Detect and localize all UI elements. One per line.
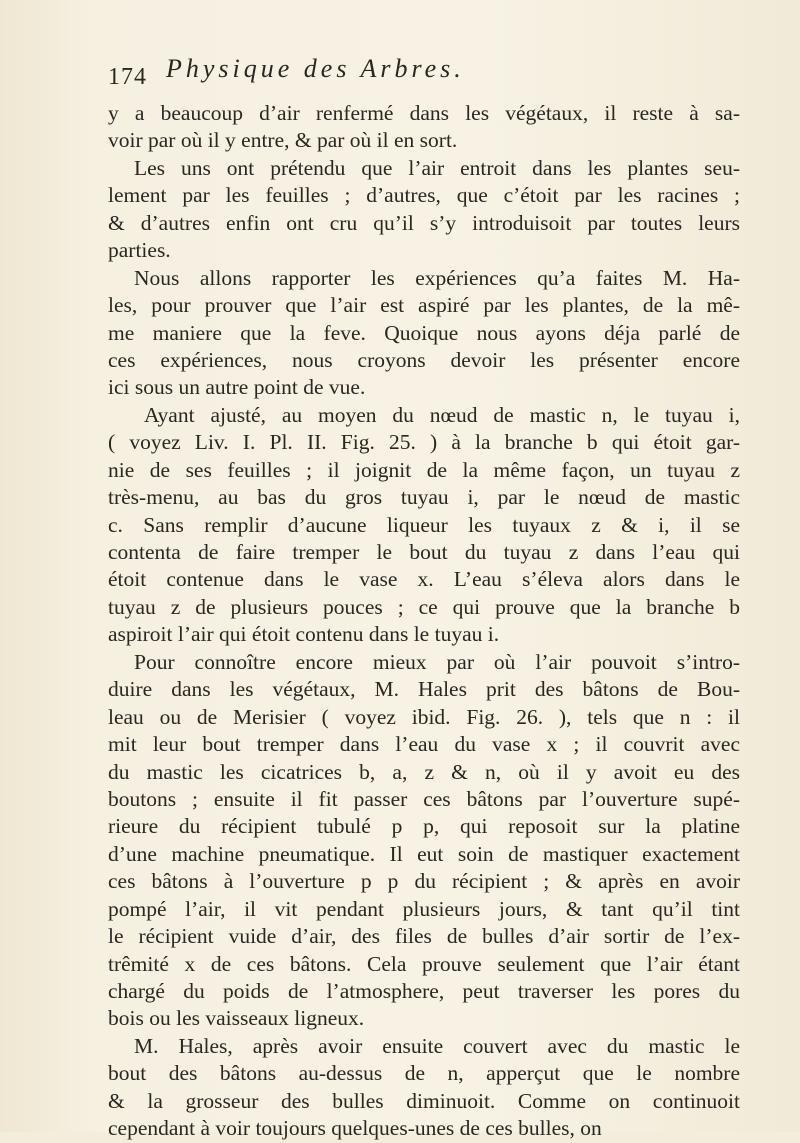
text-line: les, pour prouver que l’air est aspiré par les plantes, de la mê- — [108, 293, 740, 318]
text-line: y a beaucoup d’air renfermé dans les végétaux, il reste à sa- — [108, 101, 740, 125]
text-line: ici sous un autre point de vue. — [108, 375, 366, 400]
text-line: boutons ; ensuite il fit passer ces bâtons par l’ouverture supé- — [108, 786, 740, 811]
text-line: lement par les feuilles ; d’autres, que c’étoit par les racines ; — [108, 183, 740, 208]
paragraph — [108, 649, 740, 1033]
text-line: d’une machine pneumatique. Il eut soin de mastiquer exactement — [108, 841, 740, 866]
paragraph — [108, 155, 740, 265]
text-line: pompé l’air, il vit pendant plusieurs jours, & tant qu’il tint — [108, 896, 740, 921]
text-line: mit leur bout tremper dans l’eau du vase x ; il couvrit avec — [108, 732, 740, 757]
text-line: chargé du poids de l’atmosphere, peut traverser les pores du — [108, 979, 740, 1003]
text-line: nie de ses feuilles ; il joignit de la même façon, un tuyau z — [108, 457, 740, 482]
paragraph — [108, 1033, 740, 1143]
body-text — [108, 100, 740, 1143]
text-line: Nous allons rapporter les expériences qu’a faites M. Ha- — [134, 265, 740, 290]
text-line: c. Sans remplir d’aucune liqueur les tuyaux z & i, il se — [108, 512, 740, 537]
text-line: ces expériences, nous croyons devoir les présenter encore — [108, 347, 740, 372]
text-line: tuyau z de plusieurs pouces ; ce qui prouve que la branche b — [108, 594, 740, 619]
text-line: ces bâtons à l’ouverture p p du récipient ; & après en avoir — [108, 869, 740, 894]
text-line: trêmité x de ces bâtons. Cela prouve seulement que l’air étant — [108, 951, 740, 976]
text-line: bois ou les vaisseaux ligneux. — [108, 1006, 365, 1031]
text-line: duire dans les végétaux, M. Hales prit des bâtons de Bou- — [108, 677, 740, 702]
text-line: cependant à voir toujours quelques-unes de ces bulles, on — [108, 1116, 602, 1141]
page-number: 174 — [108, 64, 147, 90]
paragraph — [108, 100, 740, 155]
text-line: parties. — [108, 238, 171, 263]
text-line: contenta de faire tremper le bout du tuyau z dans l’eau qui — [108, 540, 740, 564]
text-line: leau ou de Merisier ( voyez ibid. Fig. 26. ), tels que n : il — [108, 704, 740, 729]
text-line: bout des bâtons au-dessus de n, apperçut que le nombre — [108, 1061, 740, 1086]
text-line: Ayant ajusté, au moyen du nœud de mastic n, le tuyau i, — [144, 402, 740, 427]
text-line: très-menu, au bas du gros tuyau i, par le nœud de mastic — [108, 485, 740, 510]
text-line: M. Hales, après avoir ensuite couvert avec du mastic le — [134, 1033, 740, 1058]
paragraph — [108, 265, 740, 402]
text-line: le récipient vuide d’air, des files de bulles d’air sortir de l’ex- — [108, 924, 740, 949]
text-line: me maniere que la feve. Quoique nous ayons déja parlé de — [108, 320, 740, 345]
running-title: Physique des Arbres. — [166, 54, 465, 83]
text-line: du mastic les cicatrices b, a, z & n, où il y avoit eu des — [108, 759, 740, 784]
text-line: Les uns ont prétendu que l’air entroit dans les plantes seu- — [134, 155, 740, 180]
text-line: Pour connoître encore mieux par où l’air pouvoit s’intro- — [134, 649, 740, 674]
text-line: voir par où il y entre, & par où il en sort. — [108, 128, 458, 153]
text-line: étoit contenue dans le vase x. L’eau s’éleva alors dans le — [108, 567, 740, 592]
text-line: aspiroit l’air qui étoit contenu dans le tuyau i. — [108, 622, 500, 647]
paragraph — [108, 402, 740, 649]
text-line: ( voyez Liv. I. Pl. II. Fig. 25. ) à la branche b qui étoit gar- — [108, 430, 740, 455]
text-line: & la grosseur des bulles diminuoit. Comme on continuoit — [108, 1088, 740, 1113]
text-line: rieure du récipient tubulé p p, qui reposoit sur la platine — [108, 814, 740, 839]
page-header — [108, 54, 748, 94]
text-line: & d’autres enfin ont cru qu’il s’y introduisoit par toutes leurs — [108, 210, 740, 235]
